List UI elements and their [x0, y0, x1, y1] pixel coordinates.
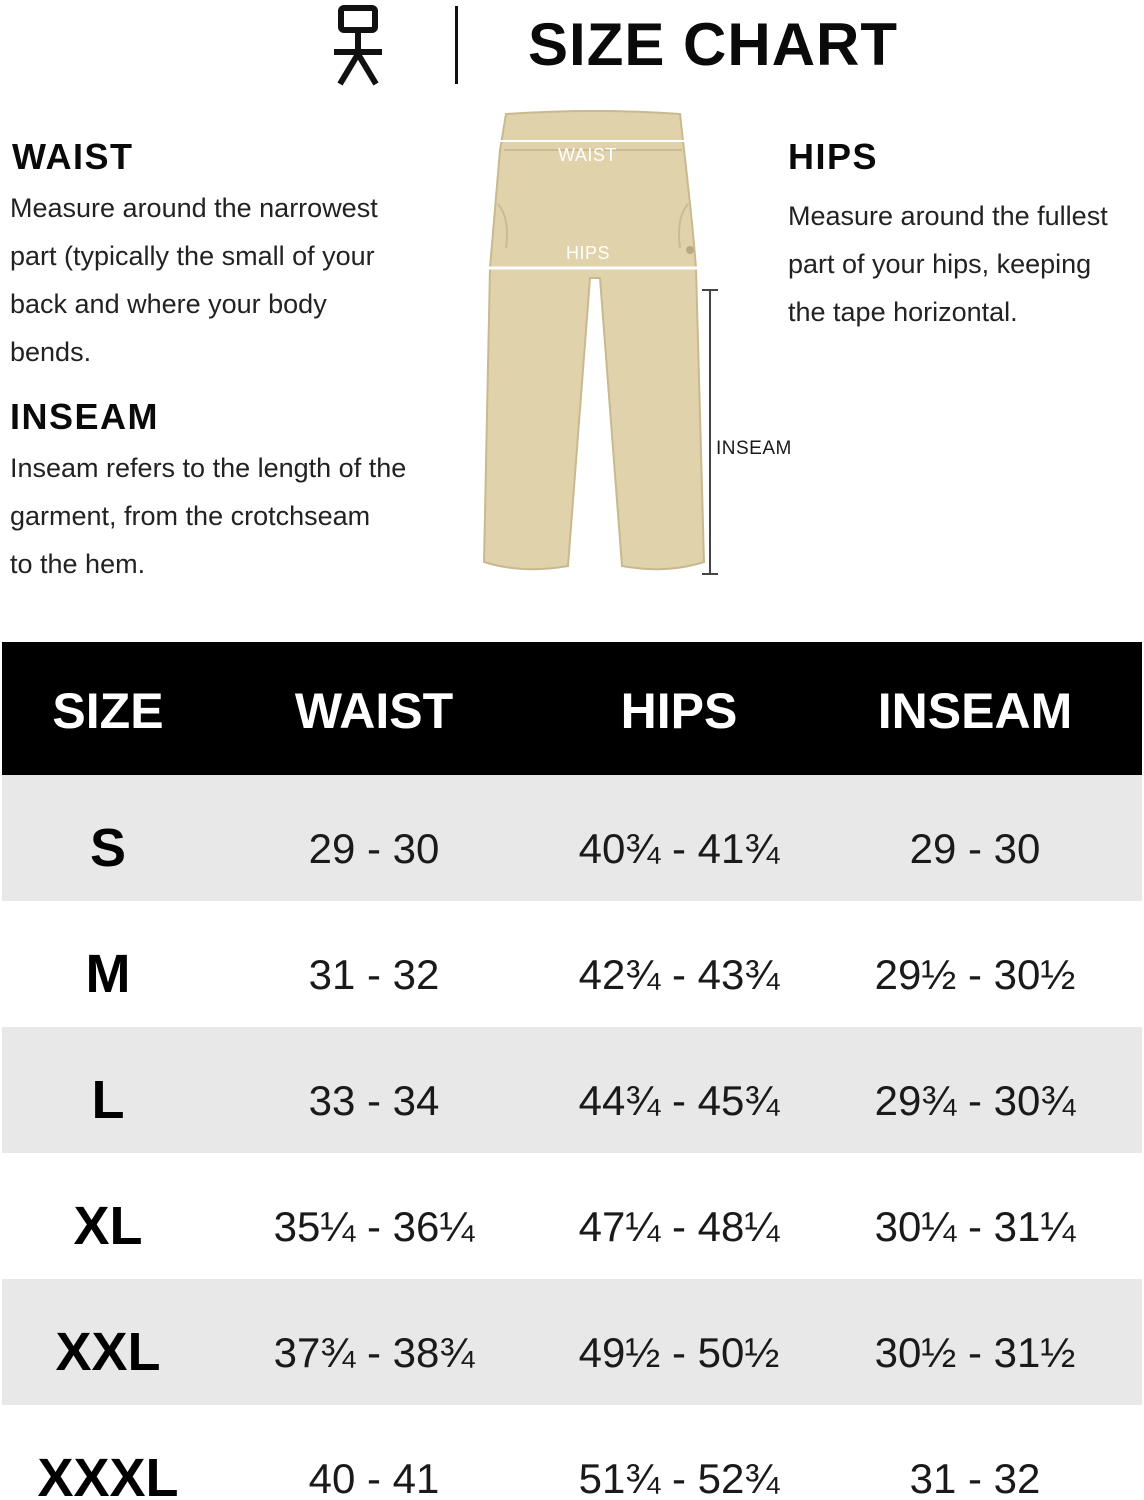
column-header-hips: HIPS [620, 683, 738, 739]
inseam-cell: 29¾ - 30¾ [874, 1077, 1076, 1124]
hips-cell: 42¾ - 43¾ [578, 951, 780, 998]
figure-hips-label: HIPS [566, 243, 611, 263]
hips-guide-text [788, 192, 1144, 336]
hips-guide-line: Measure around the fullest [788, 201, 1108, 231]
inseam-guide-line: to the hem. [10, 549, 146, 579]
waist-guide-title: WAIST [12, 136, 134, 177]
waist-guide-line: part (typically the small of your [10, 241, 375, 271]
waist-guide-text [10, 184, 450, 376]
table-row [2, 901, 1142, 1027]
brand-monogram-icon [330, 4, 386, 88]
table-row [2, 1153, 1142, 1279]
figure-inseam-label: INSEAM [716, 438, 792, 459]
header-divider [455, 6, 458, 84]
logo-dot-icon [686, 246, 694, 254]
table-row [2, 1405, 1142, 1500]
inseam-guide-line: garment, from the crotchseam [10, 501, 371, 531]
pants-illustration [470, 108, 720, 583]
size-cell: L [91, 1070, 125, 1130]
waist-cell: 33 - 34 [308, 1077, 440, 1124]
inseam-guide-text [10, 444, 470, 588]
table-header [2, 642, 1142, 775]
column-header-size: SIZE [52, 683, 164, 739]
figure-waist-label: WAIST [558, 145, 617, 165]
size-cell: XXL [55, 1322, 161, 1382]
hips-cell: 44¾ - 45¾ [578, 1077, 780, 1124]
hips-guide-line: part of your hips, keeping [788, 249, 1092, 279]
waist-cell: 29 - 30 [308, 825, 440, 872]
waist-cell: 31 - 32 [308, 951, 440, 998]
size-cell: XL [73, 1196, 143, 1256]
inseam-cell: 30¼ - 31¼ [874, 1203, 1076, 1250]
header [0, 0, 1144, 95]
inseam-cell: 29½ - 30½ [874, 951, 1076, 998]
size-cell: XXXL [37, 1448, 179, 1500]
page-title: SIZE CHART [528, 11, 898, 78]
waist-cell: 40 - 41 [308, 1455, 440, 1500]
table-row [2, 1279, 1142, 1405]
inseam-guide-title: INSEAM [10, 396, 160, 437]
pants-shape [484, 111, 704, 569]
hips-guide-line: the tape horizontal. [788, 297, 1018, 327]
inseam-guide-line: Inseam refers to the length of the [10, 453, 407, 483]
waist-guide-line: bends. [10, 337, 92, 367]
size-cell: S [89, 818, 127, 878]
size-cell: M [85, 944, 131, 1004]
waist-guide-line: Measure around the narrowest [10, 193, 378, 223]
hips-cell: 51¾ - 52¾ [578, 1455, 780, 1500]
table-row [2, 1027, 1142, 1153]
waist-cell: 35¼ - 36¼ [273, 1203, 475, 1250]
table-row [2, 775, 1142, 901]
column-header-waist: WAIST [294, 683, 454, 739]
inseam-cell: 31 - 32 [909, 1455, 1041, 1500]
inseam-cell: 30½ - 31½ [874, 1329, 1076, 1376]
size-table [2, 642, 1142, 1500]
waist-cell: 37¾ - 38¾ [273, 1329, 475, 1376]
inseam-cell: 29 - 30 [909, 825, 1041, 872]
hips-guide-title: HIPS [788, 136, 879, 177]
column-header-inseam: INSEAM [877, 683, 1073, 739]
hips-cell: 49½ - 50½ [578, 1329, 780, 1376]
hips-cell: 40¾ - 41¾ [578, 825, 780, 872]
waist-guide-line: back and where your body [10, 289, 327, 319]
hips-cell: 47¼ - 48¼ [578, 1203, 780, 1250]
